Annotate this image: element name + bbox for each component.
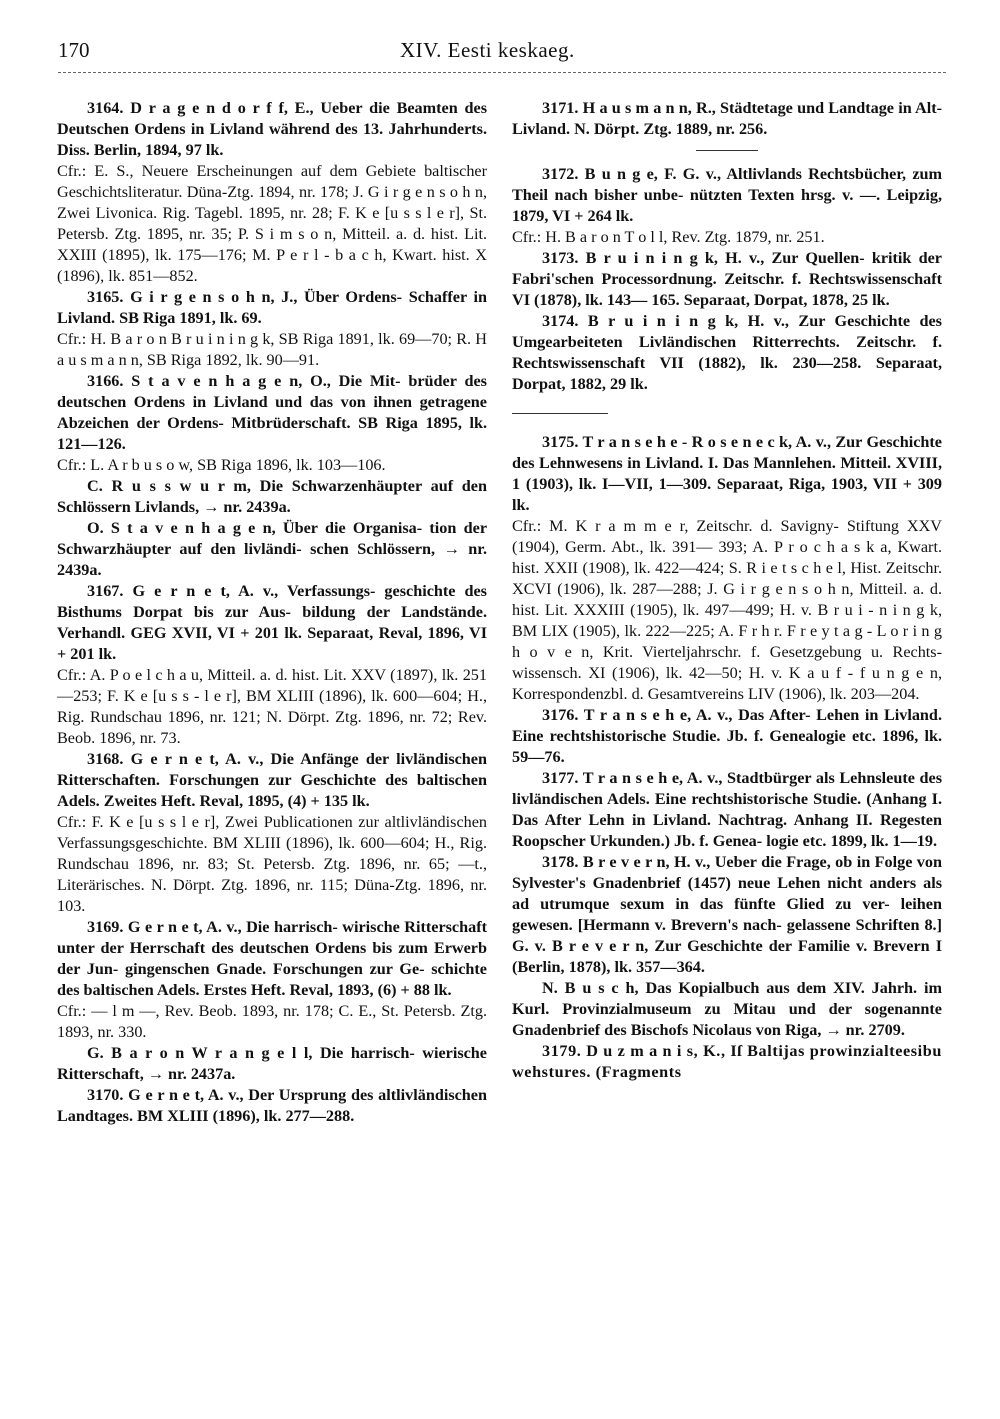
entry-reviews: Cfr.: A. P o e l c h a u, Mitteil. a. d. hist. Lit. XXV (1897), lk. 251—253; F. K e [u s s - l e r], BM XLIII (1896), lk. 600—604; H., Rig. Rundschau 1896, nr. 121; N. Dörpt. Ztg. 1896, nr. 72; Rev. Beob. 1896, nr. 73. xyxy=(57,666,487,747)
entry-citation: 3168. G e r n e t, A. v., Die Anfänge der livländischen Ritterschaften. Forschungen zur Geschichte des baltischen Adels. Zweites Heft. Reval, 1895, (4) + 135 lk. xyxy=(57,750,487,810)
entry-3174 xyxy=(512,311,942,395)
entry-3169 xyxy=(57,917,487,1043)
entry-citation: 3167. G e r n e t, A. v., Verfassungs- geschichte des Bisthums Dorpat bis zur Aus- bildung der Landstände. Verhandl. GEG XVII, VI + 201 lk. Separaat, Reval, 1896, VI + 201 lk. xyxy=(57,582,487,663)
entry-wrangell xyxy=(57,1043,487,1085)
entry-citation: 3179. D u z m a n i s, K., Iſ Baltijas prowinzialteesibu wehstures. (Fragments xyxy=(512,1042,942,1081)
entry-reviews: Cfr.: H. B a r o n B r u i n i n g k, SB Riga 1891, lk. 69—70; R. H a u s m a n n, SB Riga 1892, lk. 90—91. xyxy=(57,330,487,369)
entry-3167 xyxy=(57,581,487,749)
entry-citation: 3166. S t a v e n h a g e n, O., Die Mit- brüder des deutschen Ordens in Livland und das von ihnen getragene Abzeichen der Ordens- Mitbrüderschaft. SB Riga 1895, lk. 121—126. xyxy=(57,372,487,453)
entry-stavenhagen xyxy=(57,518,487,581)
entry-reviews: Cfr.: L. A r b u s o w, SB Riga 1896, lk. 103—106. xyxy=(57,456,386,474)
entry-citation: 3165. G i r g e n s o h n, J., Über Ordens- Schaffer in Livland. SB Riga 1891, lk. 69. xyxy=(57,288,487,327)
entry-citation: 3164. D r a g e n d o r f f, E., Ueber die Beamten des Deutschen Ordens in Livland während des 13. Jahrhunderts. Diss. Berlin, 1894, 97 lk. xyxy=(57,99,487,159)
entry-citation: G. B a r o n W r a n g e l l, Die harrisch- wierische Ritterschaft, → nr. 2437a. xyxy=(57,1044,487,1083)
entry-citation: 3176. T r a n s e h e, A. v., Das After- Lehen in Livland. Eine rechtshistorische Studie. Jb. f. Genealogie etc. 1896, lk. 59—76. xyxy=(512,706,942,766)
section-divider xyxy=(512,413,608,414)
entry-3168 xyxy=(57,749,487,917)
entry-3172 xyxy=(512,164,942,248)
entry-citation: 3173. B r u i n i n g k, H. v., Zur Quellen- kritik der Fabri'schen Processordnung. Zeitschr. f. Rechtswissenschaft VI (1878), lk. 143— 165. Separaat, Dorpat, 1878, 25 lk. xyxy=(512,249,942,309)
section-divider xyxy=(696,150,758,151)
page-number: 170 xyxy=(58,38,90,62)
entry-reviews: Cfr.: M. K r a m m e r, Zeitschr. d. Savigny- Stiftung XXV (1904), Germ. Abt., lk. 391— 393; A. P r o c h a s k a, Kwart. hist. XXII (1908), lk. 422—424; S. R i e t s c h e l, Hist. Zeitschr. XCVI (1906), lk. 287—288; J. G i r g e n s o h n, Mitteil. a. d. hist. Lit. XXXIII (1905), lk. 497—499; H. v. B r u i - n i n g k, BM LIX (1905), lk. 222—225; A. F r h r. F r e y t a g - L o r i n g h o v e n, Krit. Vierteljahrschr. f. Gesetzgebung u. Rechts- wissensch. XI (1906), lk. 42—50; H. v. K a u f - f u n g e n, Korrespondenzbl. d. Gesamtvereins LIV (1906), lk. 203—204. xyxy=(512,517,942,703)
entry-citation: 3177. T r a n s e h e, A. v., Stadtbürger als Lehnsleute des livländischen Adels. Eine rechtshistorische Studie. (Anhang I. Das After Lehn in Livland. Nachtrag. Anhang II. Regesten Roopscher Urkunden.) Jb. f. Genea- logie etc. 1899, lk. 1—19. xyxy=(512,769,942,850)
entry-busch xyxy=(512,978,942,1041)
entry-3177 xyxy=(512,768,942,852)
entry-3176 xyxy=(512,705,942,768)
entry-citation: 3175. T r a n s e h e - R o s e n e c k, A. v., Zur Geschichte des Lehnwesens in Livland. I. Das Mannlehen. Mitteil. XVIII, 1 (1903), lk. I—VII, 1—309. Separaat, Riga, 1903, VII + 309 lk. xyxy=(512,433,942,514)
entry-3178 xyxy=(512,852,942,978)
entry-3173 xyxy=(512,248,942,311)
entry-3165 xyxy=(57,287,487,371)
entry-3170 xyxy=(57,1085,487,1127)
running-title: XIV. Eesti keskaeg. xyxy=(400,38,575,62)
entry-reviews: Cfr.: H. B a r o n T o l l, Rev. Ztg. 1879, nr. 251. xyxy=(512,228,825,246)
entry-citation: 3174. B r u i n i n g k, H. v., Zur Geschichte des Umgearbeiteten Livländischen Ritterrechts. Zeitschr. f. Rechtswissenschaft VII (1882), lk. 230—258. Separaat, Dorpat, 1882, 29 lk. xyxy=(512,312,942,393)
entry-citation: N. B u s c h, Das Kopialbuch aus dem XIV. Jahrh. im Kurl. Provinzialmuseum zu Mitau und der sogenannte Gnadenbrief des Bischofs Nicolaus von Riga, → nr. 2709. xyxy=(512,979,942,1039)
entry-russwurm xyxy=(57,476,487,518)
entry-citation: 3178. B r e v e r n, H. v., Ueber die Frage, ob in Folge von Sylvester's Gnadenbrief (1457) neue Lehen nicht anders als ad utrumque sexum in das fünfte Glied zu ver- leihen gewesen. [Hermann v. Brevern's nach- gelassene Schriften 8.] G. v. B r e v e r n, Zur Geschichte der Familie v. Brevern I (Berlin, 1878), lk. 357—364. xyxy=(512,853,942,976)
entry-citation: O. S t a v e n h a g e n, Über die Organisa- tion der Schwarzhäupter auf den livländi- schen Schlössern, → nr. 2439a. xyxy=(57,519,487,579)
header-rule xyxy=(58,72,946,73)
entry-3164 xyxy=(57,98,487,287)
entry-citation: 3172. B u n g e, F. G. v., Altlivlands Rechtsbücher, zum Theil nach bisher unbe- nützten Texten hrsg. v. —. Leipzig, 1879, VI + 264 lk. xyxy=(512,165,942,225)
entry-reviews: Cfr.: E. S., Neuere Erscheinungen auf dem Gebiete baltischer Geschichtsliteratur. Düna-Ztg. 1894, nr. 178; J. G i r g e n s o h n, Zwei Livonica. Rig. Tagebl. 1895, nr. 28; F. K e [u s s l e r], St. Petersb. Ztg. 1895, nr. 35; P. S i m s o n, Mitteil. a. d. hist. Lit. XXIII (1895), lk. 175—176; M. P e r l - b a c h, Kwart. hist. X (1896), lk. 851—852. xyxy=(57,162,487,285)
entry-citation: 3170. G e r n e t, A. v., Der Ursprung des altlivländischen Landtages. BM XLIII (1896), lk. 277—288. xyxy=(57,1086,487,1125)
entry-3179 xyxy=(512,1041,942,1083)
entry-citation: 3169. G e r n e t, A. v., Die harrisch- wirische Ritterschaft unter der Herrschaft des deutschen Ordens bis zum Erwerb der Jun- gingenschen Gnade. Forschungen zur Ge- schichte des baltischen Adels. Erstes Heft. Reval, 1893, (6) + 88 lk. xyxy=(57,918,487,999)
entry-citation: 3171. H a u s m a n n, R., Städtetage und Landtage in Alt-Livland. N. Dörpt. Ztg. 1889, nr. 256. xyxy=(512,99,942,138)
right-column xyxy=(512,98,942,1083)
entry-3171 xyxy=(512,98,942,140)
entry-3175 xyxy=(512,432,942,705)
entry-reviews: Cfr.: — l m —, Rev. Beob. 1893, nr. 178; C. E., St. Petersb. Ztg. 1893, nr. 330. xyxy=(57,1002,487,1041)
entry-3166 xyxy=(57,371,487,476)
entry-citation: C. R u s s w u r m, Die Schwarzenhäupter auf den Schlössern Livlands, → nr. 2439a. xyxy=(57,477,487,516)
entry-reviews: Cfr.: F. K e [u s s l e r], Zwei Publicationen zur altlivländischen Verfassungsgeschichte. BM XLIII (1896), lk. 600—604; H., Rig. Rundschau 1896, nr. 83; St. Petersb. Ztg. 1896, nr. 65; —t., Literärisches. N. Dörpt. Ztg. 1896, nr. 115; Düna-Ztg. 1896, nr. 103. xyxy=(57,813,487,915)
left-column xyxy=(57,98,487,1127)
